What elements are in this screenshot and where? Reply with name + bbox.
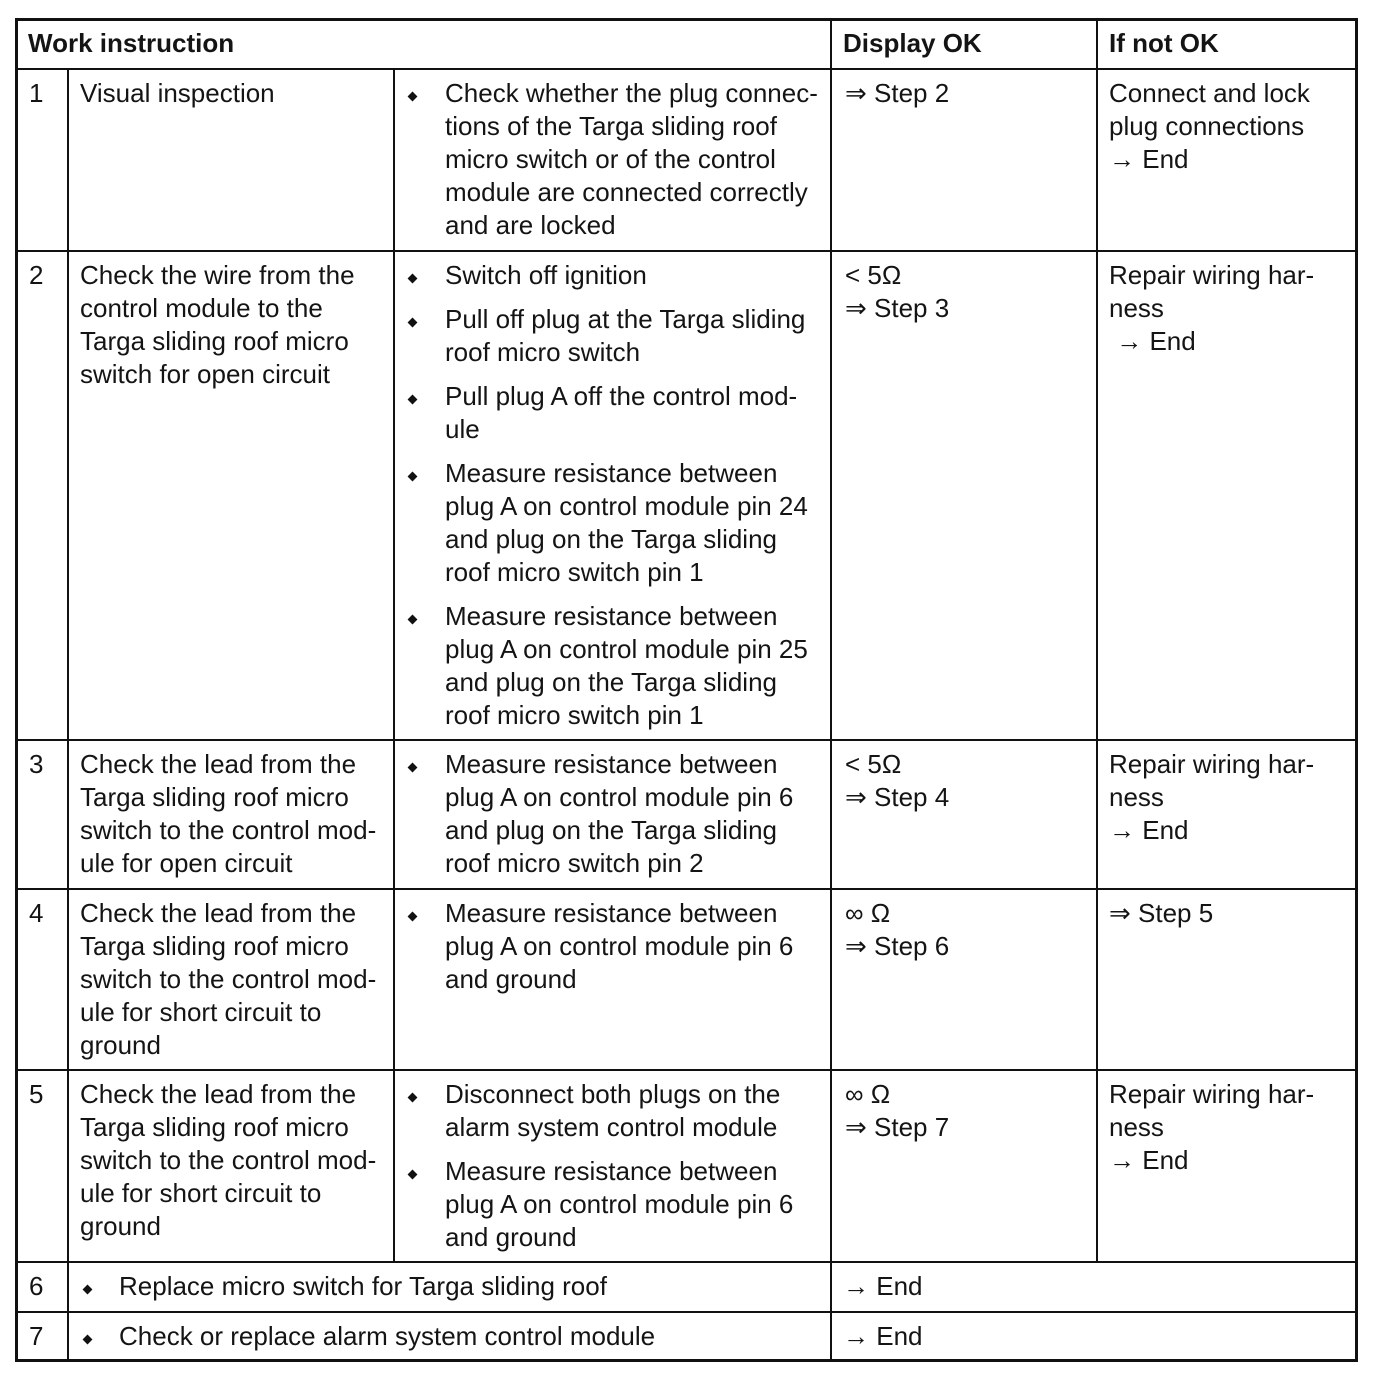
diamond-bullet-icon (408, 763, 418, 773)
action-item (395, 1078, 830, 1144)
action-text: Measure resistance between plug A on control module pin 6 and ground (445, 1156, 794, 1252)
header-display-ok: Display OK (832, 21, 1096, 68)
step-actions (395, 252, 830, 739)
diamond-bullet-icon (408, 274, 418, 284)
display-ok-result: → End (832, 1263, 1355, 1311)
diamond-bullet-icon (408, 318, 418, 328)
step-actions (395, 1071, 830, 1261)
step-number: 6 (18, 1263, 67, 1311)
step-description: Check the wire from the control module to the Targa sliding roof micro switch for open circuit (69, 252, 393, 739)
display-ok-result: ∞ Ω ⇒ Step 7 (832, 1071, 1096, 1261)
diamond-bullet-icon (83, 1285, 93, 1295)
step-number: 3 (18, 741, 67, 888)
if-not-ok-result: ⇒ Step 5 (1098, 890, 1355, 1069)
action-item (69, 1320, 830, 1353)
step-actions (395, 70, 830, 250)
action-text: Measure resistance between plug A on control module pin 24 and plug on the Targa sliding roof micro switch pin 1 (445, 458, 808, 587)
header-work-instruction: Work instruction (18, 21, 830, 68)
action-text: Measure resistance between plug A on control module pin 6 and ground (445, 898, 794, 994)
display-ok-result: < 5Ω ⇒ Step 4 (832, 741, 1096, 888)
step-number: 1 (18, 70, 67, 250)
diamond-bullet-icon (408, 912, 418, 922)
action-item (395, 748, 830, 880)
display-ok-result: → End (832, 1313, 1355, 1359)
diamond-bullet-icon (408, 92, 418, 102)
diamond-bullet-icon (408, 1170, 418, 1180)
header-if-not-ok: If not OK (1098, 21, 1355, 68)
action-item (69, 1270, 830, 1303)
display-ok-result: < 5Ω ⇒ Step 3 (832, 252, 1096, 739)
diamond-bullet-icon (408, 615, 418, 625)
action-item (395, 380, 830, 446)
action-item (395, 77, 830, 242)
if-not-ok-result: Repair wiring har- ness → End (1098, 1071, 1355, 1261)
display-ok-result: ⇒ Step 2 (832, 70, 1096, 250)
work-instruction-table (15, 18, 1358, 1362)
action-text: Disconnect both plugs on the alarm system control module (445, 1079, 781, 1142)
action-text: Measure resistance between plug A on control module pin 6 and plug on the Targa sliding roof micro switch pin 2 (445, 749, 794, 878)
step-actions (395, 741, 830, 888)
diamond-bullet-icon (408, 472, 418, 482)
step-number: 5 (18, 1071, 67, 1261)
action-item (395, 457, 830, 589)
step-actions (395, 890, 830, 1069)
action-text: Replace micro switch for Targa sliding roof (119, 1271, 607, 1301)
step-description: Check the lead from the Targa sliding roof micro switch to the control mod- ule for open circuit (69, 741, 393, 888)
step-number: 2 (18, 252, 67, 739)
step-description: Check the lead from the Targa sliding roof micro switch to the control mod- ule for short circuit to ground (69, 890, 393, 1069)
action-text: Check or replace alarm system control module (119, 1321, 656, 1351)
action-text: Pull off plug at the Targa sliding roof micro switch (445, 304, 806, 367)
action-item (395, 303, 830, 369)
action-text: Measure resistance between plug A on control module pin 25 and plug on the Targa sliding roof micro switch pin 1 (445, 601, 808, 730)
step-description: Visual inspection (69, 70, 393, 250)
diamond-bullet-icon (408, 395, 418, 405)
action-item (395, 259, 830, 292)
action-text: Check whether the plug connec- tions of the Targa sliding roof micro switch or of the control module are connected correctly and are locked (445, 78, 818, 240)
step-actions (69, 1313, 830, 1359)
action-text: Switch off ignition (445, 260, 647, 290)
step-number: 7 (18, 1313, 67, 1359)
step-description: Check the lead from the Targa sliding roof micro switch to the control mod- ule for short circuit to ground (69, 1071, 393, 1261)
if-not-ok-result: Repair wiring har- ness → End (1098, 252, 1355, 739)
if-not-ok-result: Connect and lock plug connections → End (1098, 70, 1355, 250)
step-number: 4 (18, 890, 67, 1069)
display-ok-result: ∞ Ω ⇒ Step 6 (832, 890, 1096, 1069)
action-item (395, 1155, 830, 1254)
action-item (395, 897, 830, 996)
diamond-bullet-icon (408, 1093, 418, 1103)
step-actions (69, 1263, 830, 1311)
action-text: Pull plug A off the control mod- ule (445, 381, 798, 444)
diamond-bullet-icon (83, 1335, 93, 1345)
if-not-ok-result: Repair wiring har- ness → End (1098, 741, 1355, 888)
action-item (395, 600, 830, 732)
